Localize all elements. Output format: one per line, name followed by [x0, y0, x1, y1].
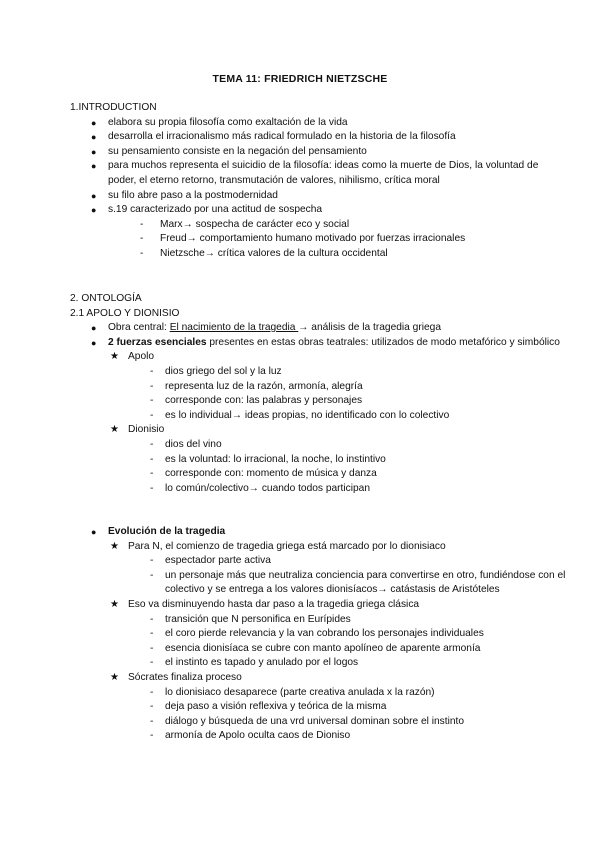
dash-icon: -: [150, 555, 154, 567]
dash-icon: -: [150, 453, 154, 465]
sub-list-item: - representa luz de la razón, armonía, alegría: [70, 380, 570, 395]
dash-icon: -: [140, 233, 144, 245]
list-item: ● Evolución de la tragedia: [70, 525, 570, 540]
intro-list: [70, 116, 570, 262]
dash-icon: -: [150, 642, 154, 654]
bullet-icon: ●: [91, 190, 97, 201]
dash-icon: -: [150, 438, 154, 450]
star-icon: ★: [110, 424, 119, 436]
bullet-icon: ●: [91, 205, 97, 216]
dash-icon: -: [150, 628, 154, 640]
book-title: El nacimiento de la tragedia: [169, 322, 299, 334]
page-title: TEMA 11: FRIEDRICH NIETZSCHE: [212, 73, 388, 85]
list-item: ● 2 fuerzas esenciales presentes en estas obras teatrales: utilizados de modo metafórico y simbólico: [70, 336, 570, 351]
list-item: ● para muchos representa el suicidio de la filosofía: ideas como la muerte de Dios, la voluntad de poder, el eterno retorno, transmutación de valores, nihilismo, crítica moral: [91, 160, 539, 186]
evolucion-list: [70, 525, 570, 744]
apolo-item: ★ Apolo: [70, 350, 570, 365]
bullet-icon: ●: [91, 117, 97, 128]
sub-list-item: - lo dionisiaco desaparece (parte creativa anulada x la razón): [70, 686, 570, 701]
list-item: ● su pensamiento consiste en la negación del pensamiento: [70, 145, 570, 160]
bullet-icon: ●: [91, 527, 97, 537]
dionisio-item: ★ Dionisio: [70, 423, 570, 438]
subsection-heading: 2.1 APOLO Y DIONISIO: [70, 307, 180, 319]
group-item: ★ Sócrates finaliza proceso: [70, 671, 570, 686]
sub-list-item: - deja paso a visión reflexiva y teórica de la misma: [70, 700, 570, 715]
list-item: ● elabora su propia filosofía como exaltación de la vida: [70, 116, 570, 131]
sub-list-item: - diálogo y búsqueda de una vrd universal dominan sobre el instinto: [70, 715, 570, 730]
sub-list-item: - corresponde con: momento de música y danza: [70, 467, 570, 482]
dash-icon: -: [150, 715, 154, 727]
sub-list-item: - es la voluntad: lo irracional, la noche, lo instintivo: [70, 453, 570, 468]
sub-list-item: - es lo individual→ ideas propias, no identificado con lo colectivo: [70, 409, 570, 424]
sub-list-item: - esencia dionisíaca se cubre con manto apolíneo de aparente armonía: [70, 642, 570, 657]
dash-icon: -: [150, 365, 154, 377]
list-item: ● s.19 caracterizado por una actitud de sospecha: [70, 203, 570, 218]
sub-list-item: - Marx→ sospecha de carácter eco y social: [70, 218, 570, 233]
dash-icon: -: [140, 218, 144, 230]
sub-list-item: - Nietzsche→ crítica valores de la cultura occidental: [70, 247, 570, 262]
section-heading: 1.INTRODUCTION: [70, 102, 157, 113]
dash-icon: -: [150, 657, 154, 669]
sub-list-item: - lo común/colectivo→ cuando todos participan: [70, 482, 570, 497]
sub-list-item: - dios del vino: [70, 438, 570, 453]
star-icon: ★: [110, 351, 119, 363]
sub-list-item: - transición que N personifica en Eurípides: [70, 613, 570, 628]
sub-list-item: - el instinto es tapado y anulado por el logos: [70, 656, 570, 671]
dash-icon: -: [150, 730, 154, 742]
list-item: ● Obra central: El nacimiento de la tragedia → análisis de la tragedia griega: [70, 321, 570, 336]
sub-list-item: - un personaje más que neutraliza conciencia para convertirse en otro, fundiéndose con el colectivo y se entrega a los valores dionisíacos→ catástasis de Aristóteles: [150, 569, 566, 596]
dash-icon: -: [150, 701, 154, 713]
dash-icon: -: [150, 569, 154, 581]
dash-icon: -: [150, 482, 154, 494]
list-item: ● su filo abre paso a la postmodernidad: [70, 189, 570, 204]
ontologia-list: [70, 321, 570, 496]
sub-list-item: - espectador parte activa: [70, 554, 570, 569]
list-item: ● desarrolla el irracionalismo más radical formulado en la historia de la filosofía: [70, 130, 570, 145]
section-ontologia: [70, 292, 570, 496]
dash-icon: -: [150, 395, 154, 407]
bullet-icon: ●: [91, 161, 97, 172]
sub-list-item: - Freud→ comportamiento humano motivado por fuerzas irracionales: [70, 232, 570, 247]
star-icon: ★: [110, 598, 119, 610]
bullet-icon: ●: [91, 132, 97, 143]
star-icon: ★: [110, 540, 119, 552]
star-icon: ★: [110, 671, 119, 683]
sub-list-item: - el coro pierde relevancia y la van cobrando los personajes individuales: [70, 627, 570, 642]
section-introduction: [70, 101, 570, 262]
section-evolucion: [70, 525, 570, 744]
dash-icon: -: [140, 247, 144, 259]
dash-icon: -: [150, 613, 154, 625]
sub-list-item: - corresponde con: las palabras y personajes: [70, 394, 570, 409]
sub-list-item: - armonía de Apolo oculta caos de Dioniso: [70, 729, 570, 744]
section-heading: 2. ONTOLOGÍA: [70, 293, 142, 304]
bullet-icon: ●: [91, 146, 97, 157]
dash-icon: -: [150, 409, 154, 421]
dash-icon: -: [150, 380, 154, 392]
sub-list-item: - dios griego del sol y la luz: [70, 365, 570, 380]
group-item: ★ Eso va disminuyendo hasta dar paso a la tragedia griega clásica: [70, 598, 570, 613]
bullet-icon: ●: [91, 337, 97, 348]
dash-icon: -: [150, 468, 154, 480]
group-item: ★ Para N, el comienzo de tragedia griega está marcado por lo dionisiaco: [70, 540, 570, 555]
bullet-icon: ●: [91, 323, 97, 334]
dash-icon: -: [150, 686, 154, 698]
